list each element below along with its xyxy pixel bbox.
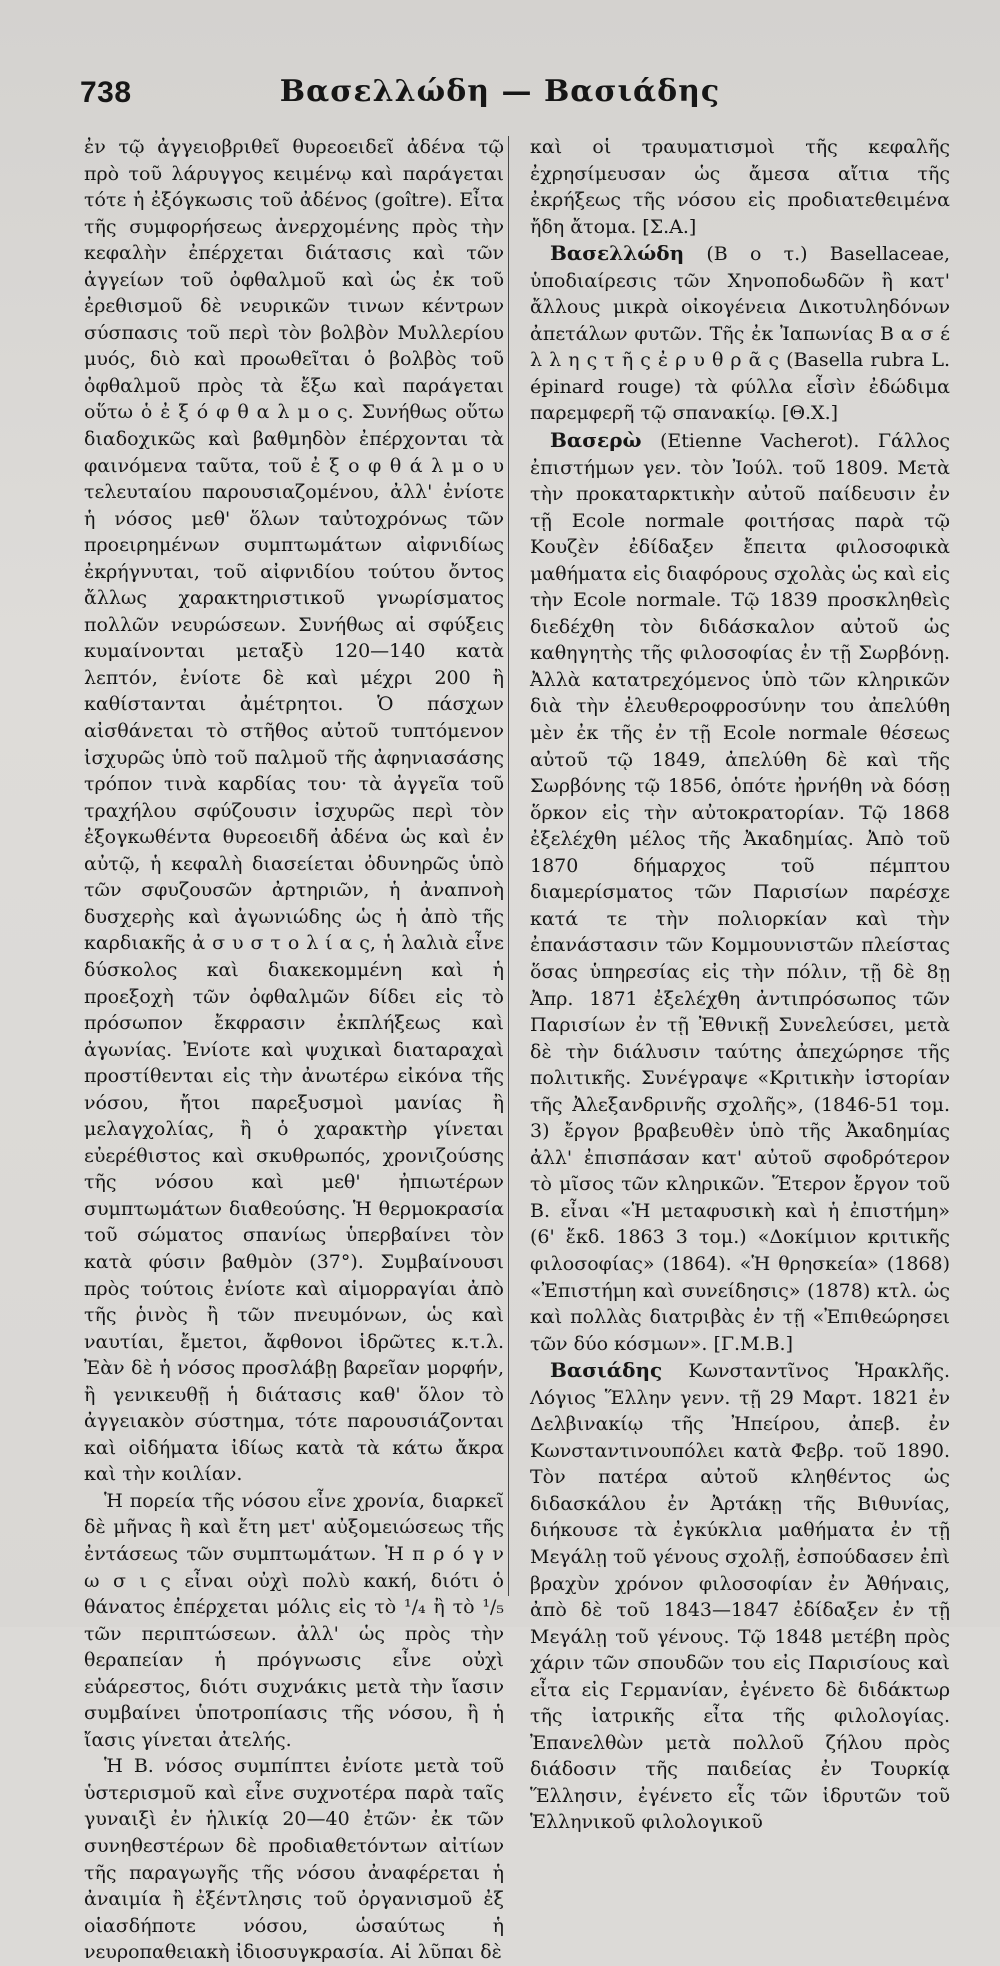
dictionary-entry [530,1357,950,1836]
entry-text: Κωνσταντῖνος Ἡρακλῆς. Λόγιος Ἕλλην γενν. τῇ 29 Μαρτ. 1821 ἐν Δελβινακίῳ τῆς Ἠπείρου, ἀπεβ. ἐν Κωνσταντινουπόλει κατὰ Φεβρ. τοῦ 1890. Τὸν πατέρα αὐτοῦ κληθέντος ὡς διδασκάλου ἐν Ἀρτάκῃ τῆς Βιθυνίας, διήκουσε τὰ ἐγκύκλια μαθήματα ἐν τῇ Μεγάλῃ τοῦ γένους σχολῇ, ἐσπούδασεν ἐπὶ βραχὺν χρόνον φιλοσοφίαν ἐν Ἀθήναις, ἀπὸ δὲ τοῦ 1843—1847 ἐδίδαξεν ἐν τῇ Μεγάλῃ τοῦ γένους. Τῷ 1848 μετέβη πρὸς χάριν τῶν σπουδῶν του εἰς Παρισίους καὶ εἶτα εἰς Γερμανίαν, ἐγένετο δὲ διδάκτωρ τῆς ἰατρικῆς εἶτα τῆς φιλολογίας. Ἐπανελθὼν μετὰ πολλοῦ ζήλου πρὸς διάδοσιν τῆς παιδείας ἐν Τουρκίᾳ Ἕλλησιν, ἐγένετο εἷς τῶν ἱδρυτῶν τοῦ Ἑλληνικοῦ φιλολογικοῦ [530,1360,950,1834]
entry-headword: Βασιάδης [550,1358,663,1383]
entry-headword: Βασερὼ [550,428,642,453]
paragraph: ἐν τῷ ἀγγειοβριθεῖ θυρεοειδεῖ ἀδένα τῷ πρὸ τοῦ λάρυγγος κειμένῳ καὶ παράγεται τότε ἡ ἐξόγκωσις τοῦ ἀδένος (goître). Εἶτα τῆς συμφορήσεως ἀνερχομένης πρὸς τὴν κεφαλὴν ἐπέρχεται διάτασις καὶ τῶν ἀγγείων τοῦ ὀφθαλμοῦ καὶ ὡς ἐκ τοῦ ἐρεθισμοῦ δὲ νευρικῶν τινων κέντρων σύσπασις τοῦ περὶ τὸν βολβὸν Μυλλερίου μυός, διὸ καὶ προωθεῖται ὁ βολβὸς τοῦ ὀφθαλμοῦ πρὸς τὰ ἔξω καὶ παράγεται οὕτω ὁ ἐ ξ ό φ θ α λ μ ο ς. Συνήθως οὕτω διαδοχικῶς καὶ βαθμηδὸν ἐπέρχονται τὰ φαινόμενα ταῦτα, τοῦ ἐ ξ ο φ θ ά λ μ ο υ τελευταίου παρουσιαζομένου, ἀλλ' ἐνίοτε ἡ νόσος μεθ' ὅλων ταὐτοχρόνως τῶν προειρημένων συμπτωμάτων αἰφνιδίως ἐκρήγνυται, τοῦ αἰφνιδίου τούτου ὄντος ἄλλως χαρακτηριστικοῦ γνωρίσματος πολλῶν νευρώσεων. Συνήθως αἱ σφύξεις κυμαίνονται μεταξὺ 120—140 κατὰ λεπτόν, ἐνίοτε δὲ καὶ μέχρι 200 ἢ καθίστανται ἀμέτρητοι. Ὁ πάσχων αἰσθάνεται τὸ στῆθος αὐτοῦ τυπτόμενον ἰσχυρῶς ὑπὸ τοῦ παλμοῦ τῆς ἀφηνιασάσης τρόπον τινὰ καρδίας του· τὰ ἀγγεῖα τοῦ τραχήλου σφύζουσιν ἰσχυρῶς περὶ τὸν ἐξογκωθέντα θυρεοειδῆ ἀδένα ὡς καὶ ἐν αὐτῷ, ἡ κεφαλὴ διασείεται ὀδυνηρῶς ὑπὸ τῶν σφυζουσῶν ἀρτηριῶν, ἡ ἀναπνοὴ δυσχερὴς καὶ ἀγωνιώδης ὡς ἡ ἀπὸ τῆς καρδιακῆς ἀ σ υ σ τ ο λ ί α ς, ἡ λαλιὰ εἶνε δύσκολος καὶ διακεκομμένη καὶ ἡ προεξοχὴ τῶν ὀφθαλμῶν δίδει εἰς τὸ πρόσωπον ἔκφρασιν ἐκπλήξεως καὶ ἀγωνίας. Ἐνίοτε καὶ ψυχικαὶ διαταραχαὶ προστίθενται εἰς τὴν ἀνωτέρω εἰκόνα τῆς νόσου, ἤτοι παρεξυσμοὶ μανίας ἢ μελαγχολίας, ἢ ὁ χαρακτὴρ γίνεται εὐερέθιστος καὶ σκυθρωπός, χρονιζούσης τῆς νόσου καὶ μεθ' ἠπιωτέρων συμπτωμάτων διαθεούσης. Ἡ θερμοκρασία τοῦ σώματος σπανίως ὑπερβαίνει τὸν κατὰ φύσιν βαθμὸν (37°). Συμβαίνουσι πρὸς τούτοις ἐνίοτε καὶ αἱμορραγίαι ἀπὸ τῆς ῥινὸς ἢ τῶν πνευμόνων, ὡς καὶ ναυτίαι, ἔμετοι, ἄφθονοι ἱδρῶτες κ.τ.λ. Ἐὰν δὲ ἡ νόσος προσλάβῃ βαρεῖαν μορφήν, ἢ γενικευθῇ ἡ διάτασις καθ' ὅλον τὸ ἀγγειακὸν σύστημα, τότε παρουσιάζονται καὶ οἰδήματα ἰδίως κατὰ τὰ κάτω ἄκρα καὶ τὴν κοιλίαν. [84,136,504,1486]
right-column [530,134,950,1834]
entry-text: (Etienne Vacherot). Γάλλος ἐπιστήμων γεν. τὸν Ἰούλ. τοῦ 1809. Μετὰ τὴν προκαταρκτικὴν αὐτοῦ παίδευσιν ἐν τῇ Ecole normale φοιτήσας παρὰ τῷ Κουζὲν ἐδίδαξεν ἔπειτα φιλοσοφικὰ μαθήματα εἰς διαφόρους σχολὰς ὡς καὶ εἰς τὴν Ecole normale. Τῷ 1839 προσκληθεὶς διεδέχθη τὸν διδάσκαλον αὐτοῦ ὡς καθηγητὴς τῆς φιλοσοφίας ἐν τῇ Σωρβόνῃ. Ἀλλὰ κατατρεχόμενος ὑπὸ τῶν κληρικῶν διὰ τὴν ἐλευθεροφροσύνην του ἀπελύθη μὲν ἐκ τῆς ἐν τῇ Ecole normale θέσεως αὐτοῦ τῷ 1849, ἀπελύθη δὲ καὶ τῆς Σωρβόνης τῷ 1856, ὁπότε ἠρνήθη νὰ δόσῃ ὅρκον εἰς τὴν αὐτοκρατορίαν. Τῷ 1868 ἐξελέχθη μέλος τῆς Ἀκαδημίας. Ἀπὸ τοῦ 1870 δήμαρχος τοῦ πέμπτου διαμερίσματος τῶν Παρισίων παρέσχε κατά τε τὴν πολιορκίαν καὶ τὴν ἐπανάστασιν τῶν Κομμουνιστῶν πλείστας ὅσας ὑπηρεσίας εἰς τὴν πόλιν, τῇ δὲ 8ῃ Ἀπρ. 1871 ἐξελέχθη ἀντιπρόσωπος τῶν Παρισίων ἐν τῇ Ἐθνικῇ Συνελεύσει, μετὰ δὲ τὴν διάλυσιν ταύτης ἀπεχώρησε τῆς πολιτικῆς. Συνέγραψε «Κριτικὴν ἱστορίαν τῆς Ἀλεξανδρινῆς σχολῆς», (1846-51 τομ. 3) ἔργον βραβευθὲν ὑπὸ τῆς Ἀκαδημίας ἀλλ' ἐπισπάσαν κατ' αὐτοῦ σφοδρότερον τὸ μῖσος τῶν κληρικῶν. Ἕτερον ἔργον τοῦ Β. εἶναι «Ἡ μεταφυσικὴ καὶ ἡ ἐπιστήμη» (6' ἔκδ. 1863 3 τομ.) «Δοκίμιον κριτικῆς φιλοσοφίας» (1864). «Ἡ θρησκεία» (1868) «Ἐπιστήμη καὶ συνείδησις» (1878) κτλ. ὡς καὶ πολλὰς διατριβὰς ἐν τῇ «Ἐπιθεώρησει τῶν δύο κόσμων». [Γ.Μ.Β.] [530,430,950,1355]
left-column [84,134,504,1964]
column-divider [508,136,509,1596]
running-head [0,70,1000,120]
entry-headword: Βασελλώδη [550,241,685,266]
entry-text: (Β ο τ.) Basellaceae, ὑποδιαίρεσις τῶν Χηνοποδωδῶν ἢ κατ' ἄλλους μικρὰ οἰκογένεια Δικοτυληδόνων ἀπετάλων φυτῶν. Τῆς ἐκ Ἰαπωνίας Β α σ έ λ λ η ς τ ῆ ς ἐ ρ υ θ ρ ᾶ ς (Basella rubra L. épinard rouge) τὰ φύλλα εἶσὶν ἐδώδιμα παρεμφερῆ τῷ σπανακίῳ. [Θ.Χ.] [530,243,950,425]
paragraph: Ἡ πορεία τῆς νόσου εἶνε χρονία, διαρκεῖ δὲ μῆνας ἢ καὶ ἔτη μετ' αὐξομειώσεως τῆς ἐντάσεως τῶν συμπτωμάτων. Ἡ π ρ ό γ ν ω σ ι ς εἶναι οὐχὶ πολὺ κακή, διότι ὁ θάνατος ἐπέρχεται μόλις εἰς τὸ ¹/₄ ἢ τὸ ¹/₅ τῶν περιπτώσεων. ἀλλ' ὡς πρὸς τὴν θεραπείαν ἡ πρόγνωσις εἶνε οὐχὶ εὐάρεστος, διότι συχνάκις μετὰ τὴν ἴασιν συμβαίνει ὑποτροπίασις τῆς νόσου, ἢ ἡ ἴασις γίνεται ἀτελής. [84,1489,504,1751]
running-title: Βασελλώδη — Βασιάδης [279,74,721,109]
page-number: 738 [80,76,132,109]
dictionary-entry [530,240,950,427]
dictionary-entry [530,427,950,1357]
paragraph-continuation: καὶ οἱ τραυματισμοὶ τῆς κεφαλῆς ἐχρησίμευσαν ὡς ἄμεσα αἴτια τῆς ἐκρήξεως τῆς νόσου εἰς προδιατεθειμένα ἤδη ἄτομα. [Σ.Α.] [530,136,950,238]
paragraph: Ἡ Β. νόσος συμπίπτει ἐνίοτε μετὰ τοῦ ὑστερισμοῦ καὶ εἶνε συχνοτέρα παρὰ ταῖς γυναιξὶ ἐν ἡλικίᾳ 20—40 ἐτῶν· ἐκ τῶν συνηθεστέρων δὲ προδιαθετόντων αἰτίων τῆς παραγωγῆς τῆς νόσου ἀναφέρεται ἡ ἀναιμία ἢ ἐξέντλησις τοῦ ὀργανισμοῦ ἐξ οἱασδήποτε νόσου, ὡσαύτως ἡ νευροπαθειακὴ ἰδιοσυγκρασία. Αἱ λῦπαι δὲ [84,1755,504,1964]
